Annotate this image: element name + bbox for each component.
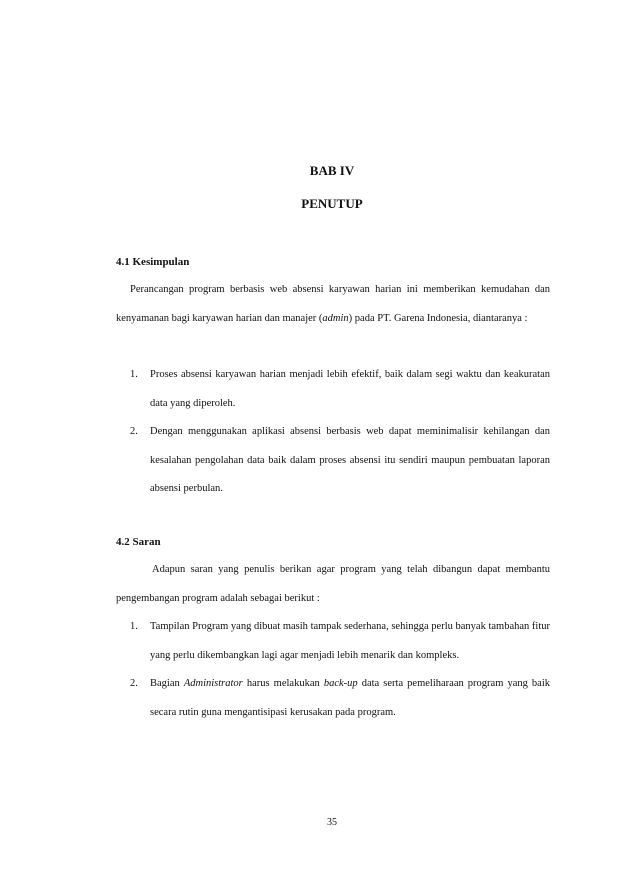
kesimpulan-intro-text-a: Perancangan program berbasis web absensi karyawan harian ini memberikan kemudahan dan kenyamanan bagi karyawan harian dan manajer ( bbox=[116, 284, 550, 324]
kesimpulan-intro-text-b: ) pada PT. Garena Indonesia, diantaranya : bbox=[348, 312, 528, 324]
list-item-number: 1. bbox=[130, 621, 138, 632]
list-item-text-c: data serta pemeliharaan program yang baik secara rutin guna mengantisipasi kerusakan pada program. bbox=[150, 678, 551, 718]
list-item-text-a: Bagian bbox=[150, 678, 184, 689]
list-item-text: Proses absensi karyawan harian menjadi lebih efektif, baik dalam segi waktu dan keakuratan data yang diperoleh. bbox=[150, 369, 550, 409]
kesimpulan-list bbox=[116, 361, 550, 504]
page-number: 35 bbox=[327, 817, 337, 828]
kesimpulan-intro-paragraph bbox=[116, 276, 550, 333]
list-item-text: Tampilan Program yang dibuat masih tampak sederhana, sehingga perlu banyak tambahan fitur yang perlu dikembangkan lagi agar menjadi lebih menarik dan kompleks. bbox=[150, 621, 550, 661]
chapter-number: BAB IV bbox=[309, 163, 355, 178]
section-heading-saran: 4.2 Saran bbox=[116, 536, 161, 548]
list-item-text: Dengan menggunakan aplikasi absensi berbasis web dapat meminimalisir kehilangan dan kesalahan pengolahan data baik dalam proses absensi itu sendiri maupun pembuatan laporan absensi perbulan. bbox=[150, 426, 550, 494]
list-item-backup: back-up bbox=[323, 678, 358, 689]
list-item bbox=[116, 361, 550, 418]
section-heading-kesimpulan: 4.1 Kesimpulan bbox=[116, 256, 190, 268]
list-item-text-b: harus melakukan bbox=[242, 678, 324, 689]
list-item-number: 2. bbox=[130, 678, 138, 689]
list-item-number: 2. bbox=[130, 426, 138, 437]
list-item-number: 1. bbox=[130, 369, 138, 380]
list-item bbox=[116, 613, 550, 670]
chapter-title: PENUTUP bbox=[301, 196, 363, 211]
saran-intro-paragraph bbox=[116, 556, 550, 613]
list-item bbox=[116, 418, 550, 504]
saran-intro-text: Adapun saran yang penulis berikan agar program yang telah dibangun dapat membantu pengembangan program adalah sebagai berikut : bbox=[116, 564, 550, 604]
kesimpulan-intro-admin: admin bbox=[322, 312, 349, 324]
saran-list bbox=[116, 613, 550, 727]
list-item bbox=[116, 670, 550, 727]
list-item-administrator: Administrator bbox=[183, 678, 243, 689]
